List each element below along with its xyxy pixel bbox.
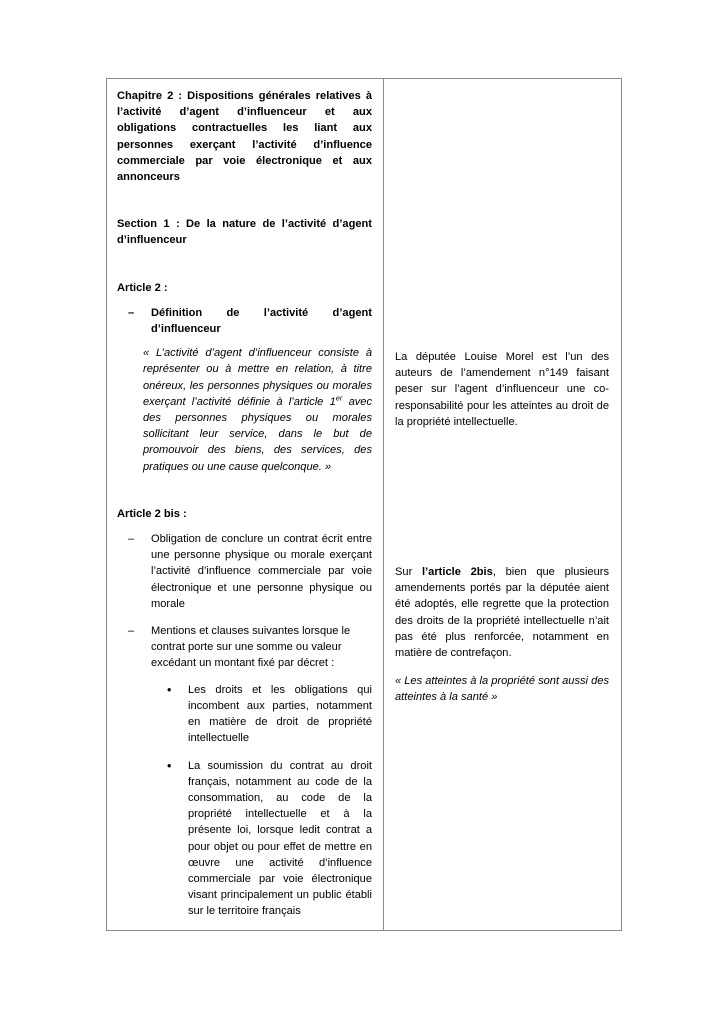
list-item: – Obligation de conclure un contrat écrit entre une personne physique ou morale exerçant l’activité d’influence commerciale par voie électronique et une personne physique ou morale (117, 531, 372, 612)
quotation-superscript: er (335, 393, 343, 403)
article-2bis-heading: Article 2 bis : (117, 507, 187, 520)
list-item: • Les droits et les obligations qui incombent aux parties, notamment en matière de droit de propriété intellectuelle (117, 682, 372, 747)
list-item: – Mentions et clauses suivantes lorsque le contrat porte sur une somme ou valeur excédant un montant fixé par décret : (117, 623, 372, 672)
commentary-paragraph-one: La députée Louise Morel est l’un des auteurs de l’amendement n°149 faisant peser sur l’agent d’influenceur une co-responsabilité pour les atteintes au droit de la propriété intellectuelle. (395, 351, 609, 428)
left-column-content (107, 79, 383, 930)
comparison-table (106, 78, 622, 931)
article-2bis-sublist (117, 682, 372, 920)
table-cell-legislative-text (107, 79, 384, 931)
commentary-two-article-reference: l’article 2bis (422, 566, 493, 579)
section-heading: Section 1 : De la nature de l’activité d’agent d’influenceur (117, 218, 372, 247)
commentary-two-rest: , bien que plusieurs amendements portés par la députée aient été adoptés, elle regrette que la protection des droits de la propriété intellectuelle n’ait pas été plus renforcée, notamment en matière de contrefaçon. (395, 566, 609, 660)
table-row (107, 79, 622, 931)
quotation-part-two: avec des personnes physiques ou morales sollicitant leur service, dans le but de promouvoir des biens, des services, des pratiques ou une cause quelconque. » (143, 395, 372, 473)
quotation-part-one: « L’activité d’agent d’influenceur consiste à représenter ou à mettre en relation, à titre onéreux, les personnes physiques ou morales exerçant l’activité définie à l’article 1 (143, 347, 372, 408)
article-2bis-list (117, 531, 372, 672)
article-2-heading: Article 2 : (117, 281, 168, 294)
table-cell-commentary (384, 79, 622, 931)
commentary-paragraph-two (395, 564, 609, 661)
list-item: – Définition de l’activité d’agent d’influenceur (117, 305, 372, 337)
chapter-heading: Chapitre 2 : Dispositions générales relatives à l’activité d’agent d’influenceur et aux obligations contractuelles les liant aux personnes exerçant l’activité d’influence commerciale par voie électronique et aux annonceurs (117, 90, 372, 184)
commentary-quotation: « Les atteintes à la propriété sont aussi des atteintes à la santé » (395, 675, 609, 704)
article-2-list (117, 305, 372, 337)
commentary-two-prefix: Sur (395, 566, 423, 579)
article-2-quotation (143, 345, 372, 475)
right-column-content (384, 79, 621, 716)
list-item: • La soumission du contrat au droit français, notamment au code de la consommation, au code de la propriété intellectuelle et à la présente loi, lorsque ledit contrat a pour objet ou pour effet de mettre en œuvre une activité d’influence commerciale par voie électronique visant principalement un public établi sur le territoire français (117, 758, 372, 920)
